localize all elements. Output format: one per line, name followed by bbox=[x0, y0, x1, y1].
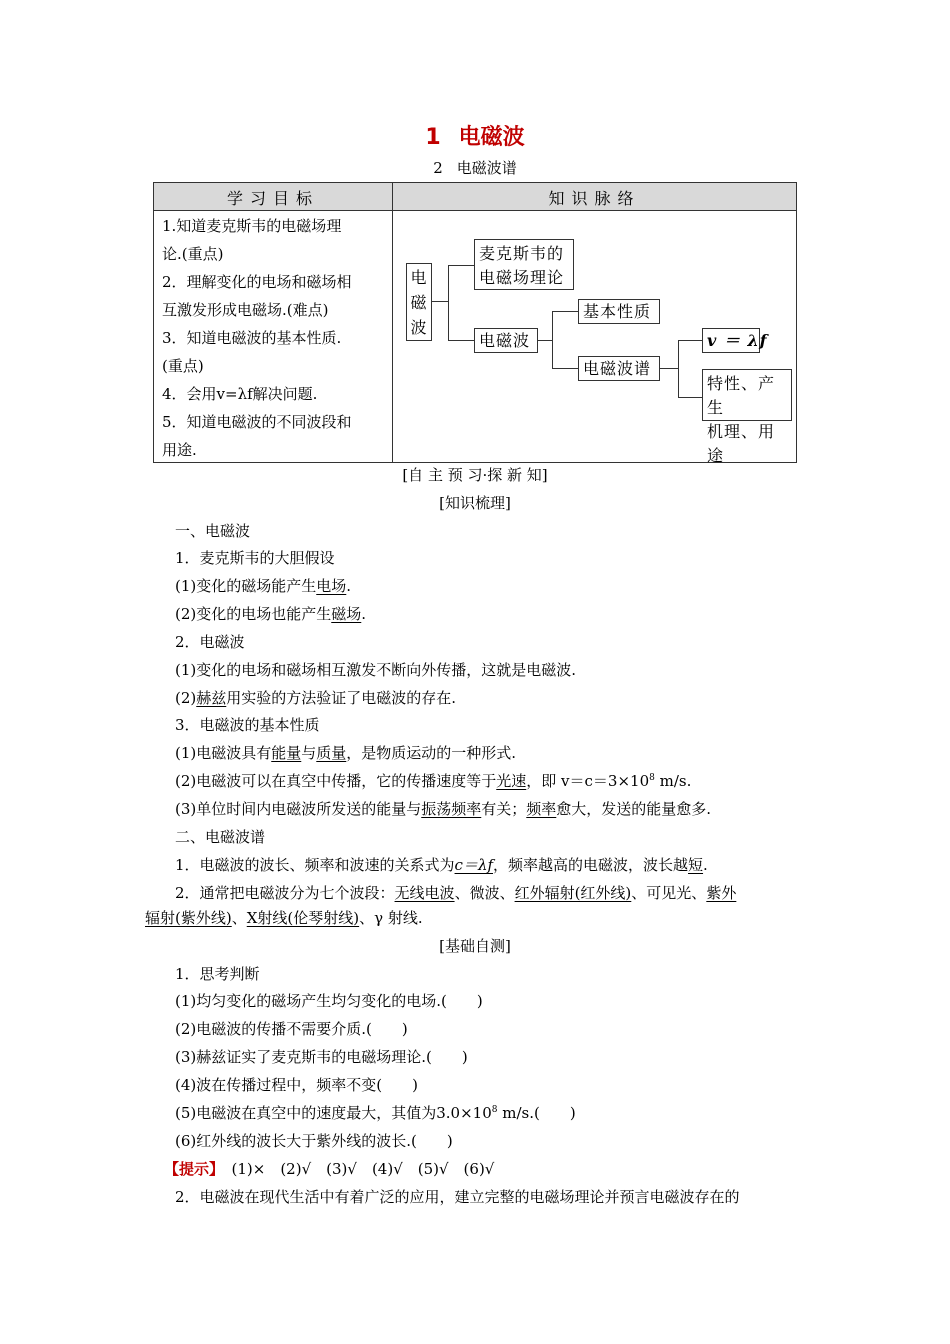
answer-blank: 辐射(紫外线) bbox=[145, 909, 232, 927]
answer-blank: 振荡频率 bbox=[421, 800, 482, 818]
header-knowledge-map: 知识脉络 bbox=[548, 189, 641, 208]
answer-blank: 磁场 bbox=[331, 605, 362, 623]
text: . bbox=[361, 605, 367, 623]
judge-item bbox=[175, 1102, 576, 1123]
para-line: (1)变化的电场和磁场相互激发不断向外传播，这就是电磁波. bbox=[175, 661, 577, 679]
text: (5)电磁波在真空中的速度最大，其值为3.0×10 bbox=[175, 1104, 492, 1122]
text: ，频率越高的电磁波，波长越 bbox=[493, 856, 689, 874]
subsection-number: 2 bbox=[433, 159, 443, 177]
text: 用实验的方法验证了电磁波的存在. bbox=[226, 689, 457, 707]
text: 与 bbox=[301, 744, 317, 762]
answer-blank: 频率 bbox=[526, 800, 557, 818]
goal-line: 用途. bbox=[162, 441, 197, 459]
goal-line: 5．知道电磁波的不同波段和 bbox=[162, 413, 352, 431]
judge-item: (3)赫兹证实了麦克斯韦的电磁场理论.( ) bbox=[175, 1048, 468, 1066]
goal-line: (重点) bbox=[162, 357, 204, 375]
answer-blank: X射线(伦琴射线) bbox=[246, 909, 360, 927]
text: 有关； bbox=[481, 800, 527, 818]
answer-blank: 质量 bbox=[316, 744, 347, 762]
answer-blank: 紫外 bbox=[706, 884, 737, 902]
superscript: 8 bbox=[491, 1105, 498, 1115]
section-knowledge-heading: [知识梳理] bbox=[439, 494, 511, 512]
text: ，是物质运动的一种形式. bbox=[346, 744, 517, 762]
section-preview-heading: [自 主 预 习·探 新 知] bbox=[402, 466, 548, 484]
judge-item: (4)波在传播过程中，频率不变( ) bbox=[175, 1076, 418, 1094]
node-text: 电 bbox=[410, 268, 428, 287]
question-2: 2．电磁波在现代生活中有着广泛的应用，建立完整的电磁场理论并预言电磁波存在的 bbox=[175, 1188, 740, 1206]
text: (1)电磁波具有 bbox=[175, 744, 272, 762]
text: ，即 v＝c＝3×10 bbox=[526, 772, 650, 790]
node-text: 磁 bbox=[410, 293, 428, 312]
question-judge-heading: 1．思考判断 bbox=[175, 965, 260, 983]
text: 1．电磁波的波长、频率和波速的关系式为 bbox=[175, 856, 455, 874]
goal-line: 1.知道麦克斯韦的电磁场理 bbox=[162, 217, 342, 235]
node-text: 机理、用途 bbox=[707, 422, 776, 465]
subsection-title-text: 电磁波谱 bbox=[456, 159, 517, 177]
text: 、γ 射线. bbox=[359, 909, 423, 927]
answer-blank: 无线电波 bbox=[394, 884, 455, 902]
text: 、可见光、 bbox=[631, 884, 707, 902]
heading-em-spectrum: 二、电磁波谱 bbox=[175, 828, 266, 846]
text: . bbox=[346, 577, 352, 595]
node-em-wave: 电磁波 bbox=[474, 328, 538, 353]
text: (1)变化的磁场能产生 bbox=[175, 577, 317, 595]
para-basic-nature: 3．电磁波的基本性质 bbox=[175, 716, 320, 734]
text: (2) bbox=[175, 689, 197, 707]
answer-blank: 电场 bbox=[316, 577, 347, 595]
superscript: 8 bbox=[649, 773, 655, 783]
para-maxwell-hypothesis: 1．麦克斯韦的大胆假设 bbox=[175, 549, 335, 567]
node-text: 电磁场理论 bbox=[479, 268, 565, 287]
judge-item: (6)红外线的波长大于紫外线的波长.( ) bbox=[175, 1132, 453, 1150]
node-basic-nature: 基本性质 bbox=[578, 299, 660, 324]
judge-item: (1)均匀变化的磁场产生均匀变化的电场.( ) bbox=[175, 992, 483, 1010]
heading-em-wave: 一、电磁波 bbox=[175, 522, 251, 540]
goal-line: 3．知道电磁波的基本性质. bbox=[162, 329, 342, 347]
goal-line: 论.(重点) bbox=[162, 245, 224, 263]
section-selftest-heading: [基础自测] bbox=[439, 937, 511, 955]
answer-blank: 赫兹 bbox=[196, 689, 227, 707]
section-number: 1 bbox=[425, 125, 441, 150]
text: 、 bbox=[231, 909, 247, 927]
text: (2)电磁波可以在真空中传播，它的传播速度等于 bbox=[175, 772, 497, 790]
answer-blank: c＝λf bbox=[454, 856, 494, 874]
para-em-wave: 2．电磁波 bbox=[175, 633, 245, 651]
text: 愈大，发送的能量愈多. bbox=[556, 800, 712, 818]
text: 、微波、 bbox=[454, 884, 515, 902]
node-text: 波 bbox=[410, 318, 428, 337]
goal-line: 2．理解变化的电场和磁场相 bbox=[162, 273, 352, 291]
node-em-spectrum: 电磁波谱 bbox=[578, 356, 660, 381]
goal-line: 4．会用v=λf解决问题. bbox=[162, 385, 318, 403]
answer-blank: 红外辐射(红外线) bbox=[514, 884, 632, 902]
text: . bbox=[703, 856, 708, 874]
judge-item: (2)电磁波的传播不需要介质.( ) bbox=[175, 1020, 408, 1038]
hint-line bbox=[164, 1158, 494, 1179]
text: m/s.( ) bbox=[497, 1104, 576, 1122]
answer-blank: 光速 bbox=[496, 772, 527, 790]
header-goals: 学习目标 bbox=[226, 189, 319, 208]
node-text: 麦克斯韦的 bbox=[479, 244, 565, 263]
section-title-text: 电磁波 bbox=[458, 125, 525, 150]
hint-label: 【提示】 bbox=[164, 1160, 217, 1178]
goal-line: 互激发形成电磁场.(难点) bbox=[162, 301, 329, 319]
node-text: 特性、产生 bbox=[707, 374, 776, 417]
node-formula: v ＝ λf bbox=[702, 328, 760, 353]
answer-blank: 短 bbox=[688, 856, 704, 874]
text: m/s. bbox=[654, 772, 692, 790]
text: (2)变化的电场也能产生 bbox=[175, 605, 332, 623]
hint-answers: (1)× (2)√ (3)√ (4)√ (5)√ (6)√ bbox=[216, 1160, 495, 1178]
answer-blank: 能量 bbox=[271, 744, 302, 762]
text: 2．通常把电磁波分为七个波段： bbox=[175, 884, 395, 902]
text: (3)单位时间内电磁波所发送的能量与 bbox=[175, 800, 422, 818]
